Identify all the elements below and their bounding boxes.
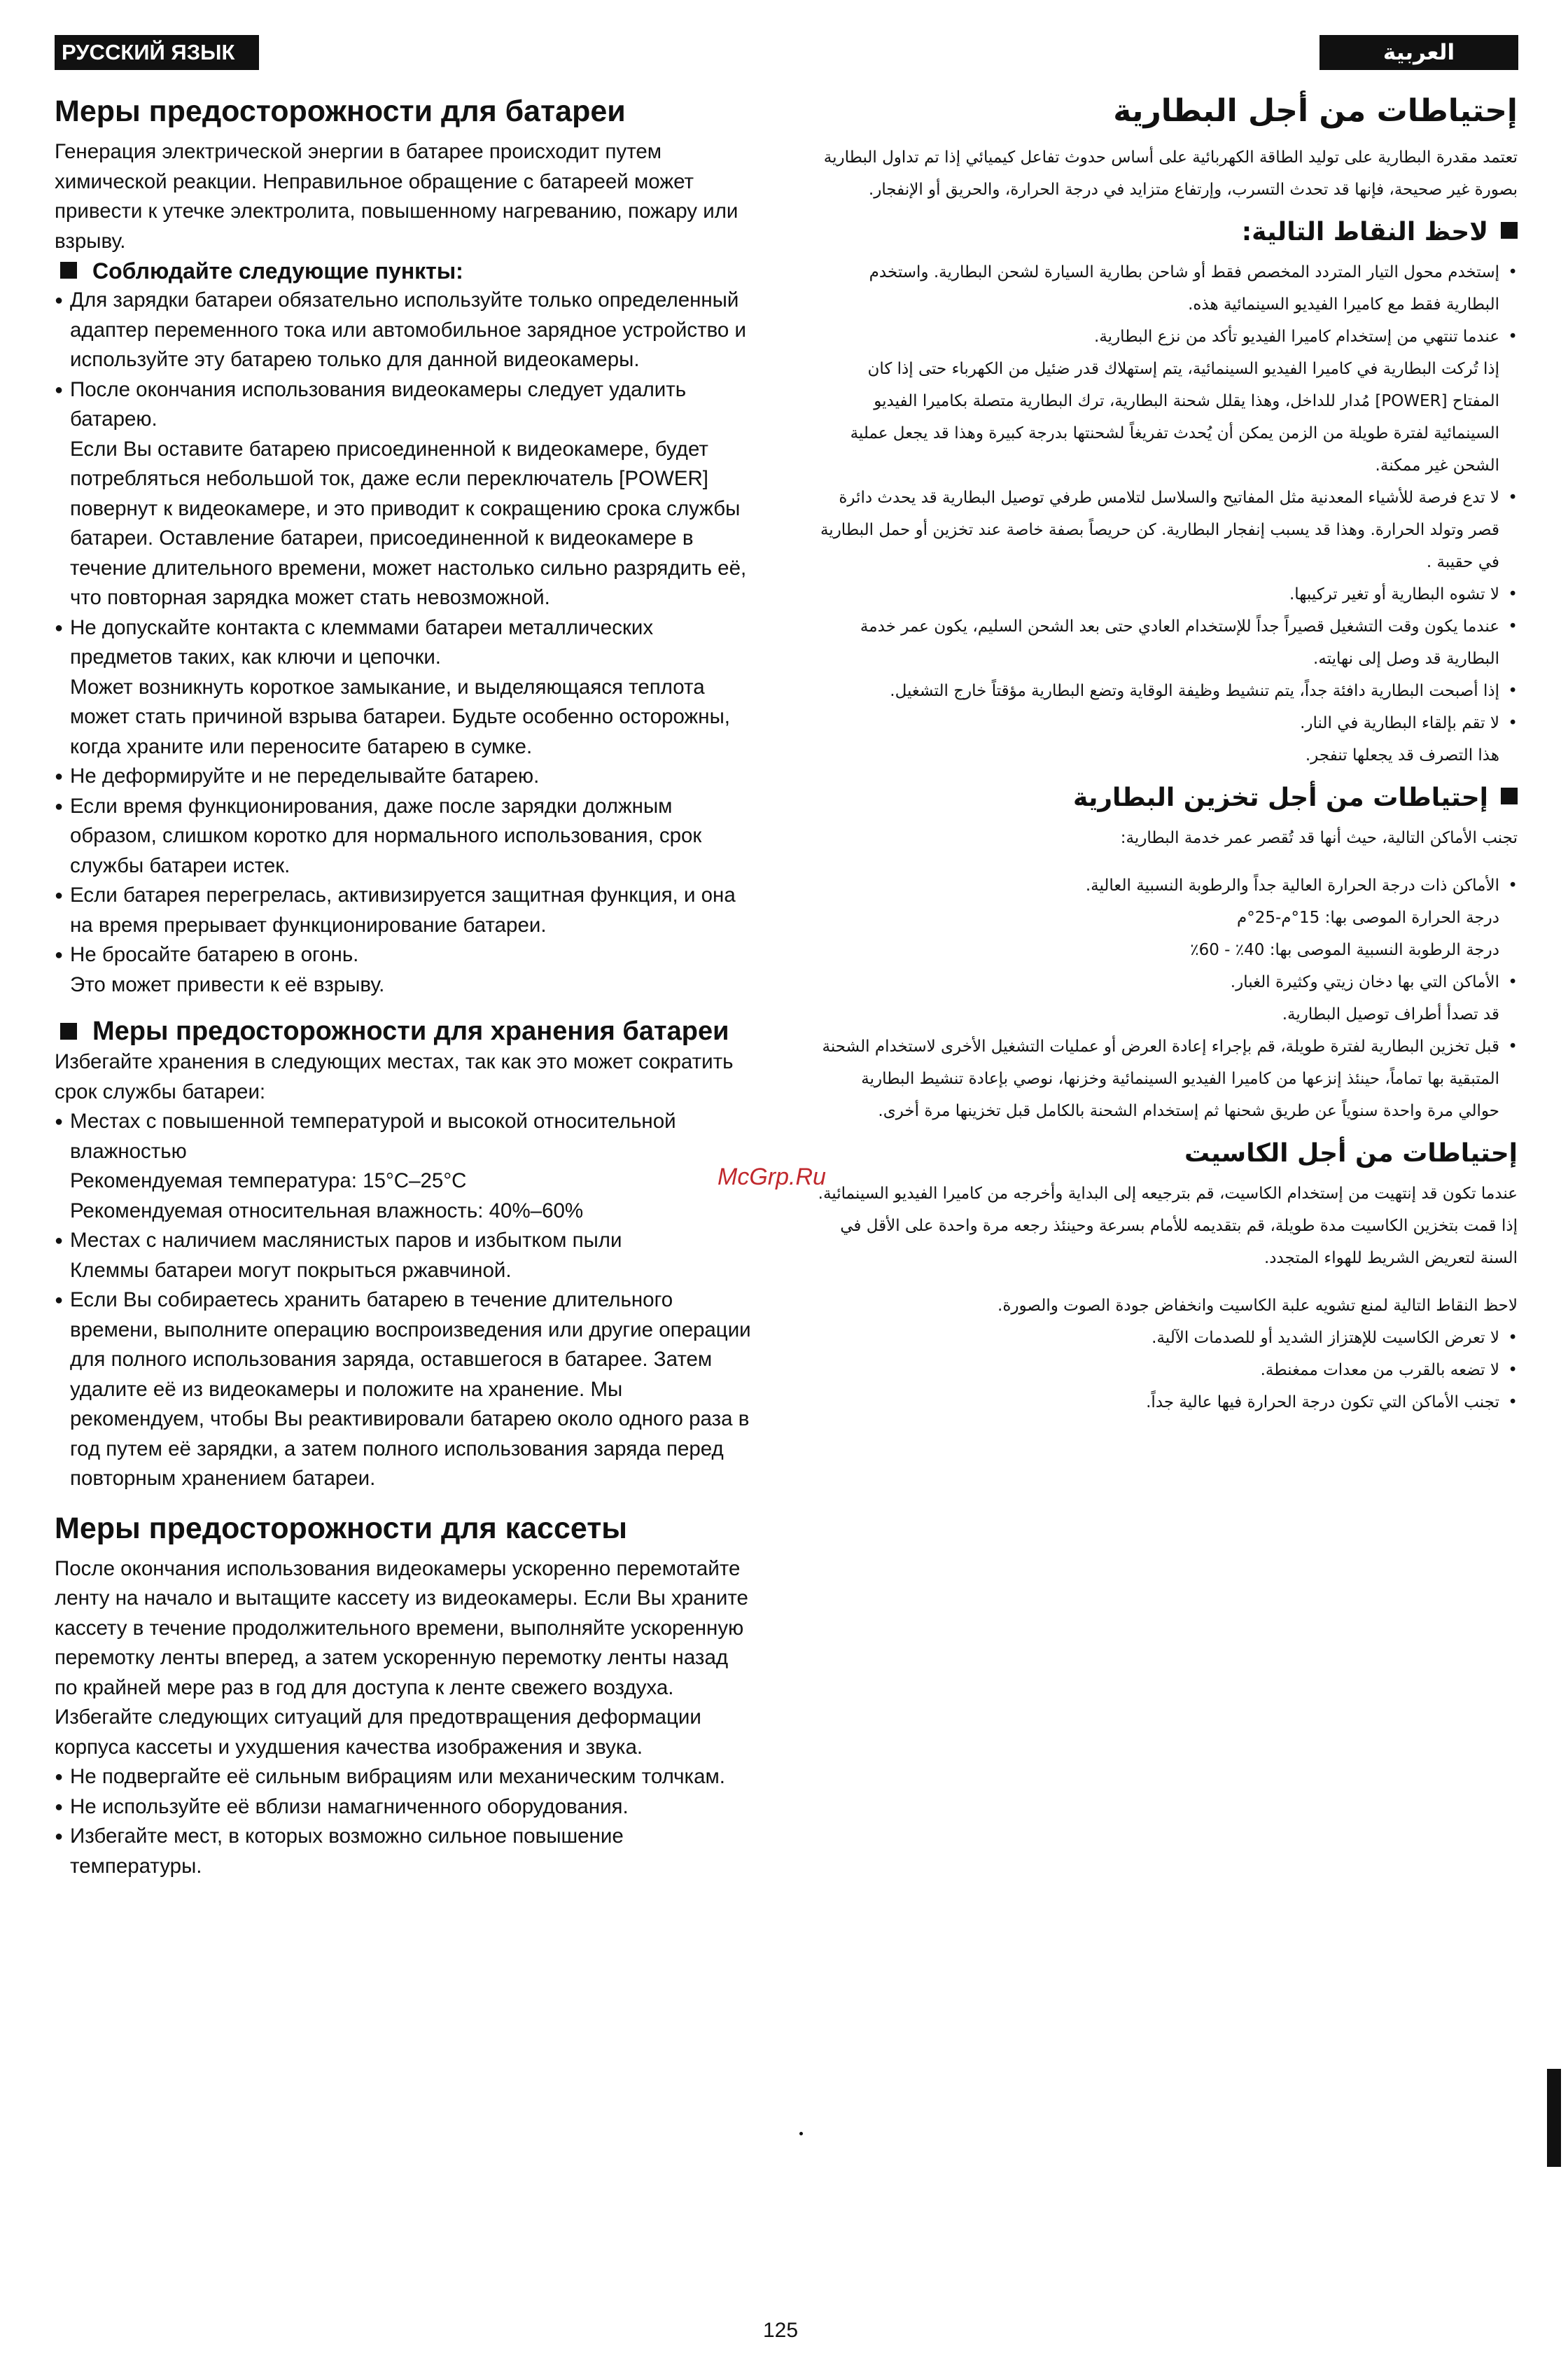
list-item: • الأماكن ذات درجة الحرارة العالية جداً والرطوبة النسبية العالية. درجة الحرارة الموصى بها: 15°م-25°م درجة الرطوبة النسبية الموصى بها: 40٪ - 60٪ xyxy=(818,870,1518,966)
page-edge-tab-marker xyxy=(1547,2069,1561,2167)
storage-list-ar xyxy=(818,870,1518,1127)
observe-points-heading: Соблюдайте следующие пункты: xyxy=(55,256,755,286)
list-item: ● Не подвергайте её сильным вибрациям или механическим толчкам. xyxy=(55,1762,755,1792)
page-number: 125 xyxy=(763,2319,799,2342)
list-item: • قبل تخزين البطارية لفترة طويلة، قم بإجراء إعادة العرض أو عمليات التشغيل الأخرى لاستخدام الشحنة المتبقية بها تماماً، حينئذ إنزعها من كاميرا الفيديو السينمائية وخزنها، نوصي بإعادة تنشيط البطارية حوالي مرة واحدة سنوياً عن طريق شحنها ثم إستخدام الشحنة بالكامل قبل تخزينها مرة أخرى. xyxy=(818,1031,1518,1127)
list-item: ● Для зарядки батареи обязательно используйте только определенный адаптер переменного тока или автомобильное зарядное устройство и используйте эту батарею только для данной видеокамеры. xyxy=(55,286,755,375)
list-item: ● Избегайте мест, в которых возможно сильное повышение температуры. xyxy=(55,1822,755,1881)
cassette-list-ar xyxy=(818,1322,1518,1418)
list-item: • إذا أصبحت البطارية دافئة جداً، يتم تنشيط وظيفة الوقاية وتضع البطارية مؤقتاً خارج التشغيل. xyxy=(818,675,1518,707)
list-item-detail: Если Вы оставите батарею присоединенной к видеокамере, будет потребляться небольшой ток, даже если переключатель [POWER] повернут к видеокамере, и это приводит к сокращению срока службы батареи. Оставление батареи, присоединенной к видеокамере в течение длительного времени, может настолько сильно разрядить её, что повторная зарядка может стать невозможной. xyxy=(70,437,747,609)
russian-column xyxy=(55,92,755,1881)
list-item: • لا تشوه البطارية أو تغير تركيبها. xyxy=(818,578,1518,611)
cassette-precautions-title-ar: إحتياطات من أجل الكاسيت xyxy=(1184,1139,1518,1168)
list-item: • تجنب الأماكن التي تكون درجة الحرارة فيها عالية جداً. xyxy=(818,1386,1518,1418)
list-item: ● После окончания использования видеокамеры следует удалить батарею. Если Вы оставите батарею присоединенной к видеокамере, будет потребляться небольшой ток, даже если переключатель [POWER] повернут к видеокамере, и это приводит к сокращению срока службы батареи. Оставление батареи, присоединенной к видеокамере в течение длительного времени, может настолько сильно разрядить её, что повторная зарядка может стать невозможной. xyxy=(55,375,755,613)
language-tab-arabic: العربية xyxy=(1320,35,1518,70)
list-item: ● Если Вы собираетесь хранить батарею в течение длительного времени, выполните операцию воспроизведения или другие операции для полного использования заряда, оставшегося в батарее. Затем удалите её из видеокамеры и положите на хранение. Мы рекомендуем, чтобы Вы реактивировали батарею около одного раза в год путем её зарядки, а затем полного использования заряда перед повторным хранением батареи. xyxy=(55,1285,755,1494)
cassette-list xyxy=(55,1762,755,1881)
storage-list xyxy=(55,1107,755,1494)
cassette-paragraph-ar: لاحظ النقاط التالية لمنع تشويه علبة الكاسيت وانخفاض جودة الصوت والصورة. xyxy=(997,1297,1518,1315)
battery-intro-ar: تعتمد مقدرة البطارية على توليد الطاقة الكهربائية على أساس حدوث تفاعل كيميائي إذا تم تداول البطارية بصورة غير صحيحة، فإنها قد تحدث التسرب، وإرتفاع متزايد في درجة الحرارة، والحريق أو الإنفجار. xyxy=(823,148,1518,199)
list-item: ● Не бросайте батарею в огонь. Это может привести к её взрыву. xyxy=(55,940,755,1000)
storage-intro: Избегайте хранения в следующих местах, так как это может сократить срок службы батареи: xyxy=(55,1050,734,1103)
list-item: ● Не используйте её вблизи намагниченного оборудования. xyxy=(55,1792,755,1822)
battery-points-list xyxy=(55,286,755,1000)
list-item: • إستخدم محول التيار المتردد المخصص فقط أو شاحن بطارية السيارة لشحن البطارية. واستخدم البطارية فقط مع كاميرا الفيديو السينمائية هذه. xyxy=(818,256,1518,321)
square-bullet-icon xyxy=(60,1023,77,1040)
cassette-paragraph-ar: عندما تكون قد إنتهيت من إستخدام الكاسيت، قم بترجيعه إلى البداية وأخرجه من كاميرا الفيديو السينمائية. إذا قمت بتخزين الكاسيت مدة طويلة، قم بتقديمه للأمام بسرعة وحينئذ رجعه مرة واحدة على الأقل في السنة لتعريض الشريط للهواء المتجدد. xyxy=(818,1185,1518,1267)
battery-precautions-title-ar: إحتياطات من أجل البطارية xyxy=(1113,93,1518,129)
battery-intro: Генерация электрической энергии в батарее происходит путем химической реакции. Неправильное обращение с батареей может привести к утечке электролита, повышенному нагреванию, пожару или взрыву. xyxy=(55,140,738,253)
list-item: ● Не допускайте контакта с клеммами батареи металлических предметов таких, как ключи и цепочки. Может возникнуть короткое замыкание, и выделяющаяся теплота может стать причиной взрыва батареи. Будьте особенно осторожны, когда храните или переносите батарею в сумке. xyxy=(55,613,755,762)
list-item-detail: Рекомендуемая относительная влажность: 40%–60% xyxy=(70,1199,584,1222)
cassette-paragraph: После окончания использования видеокамеры ускоренно перемотайте ленту на начало и вытащите кассету из видеокамеры. Если Вы храните кассету в течение продолжительного времени, выполняйте ускоренную перемотку ленты вперед, а затем ускоренную перемотку ленты назад по крайней мере раз в год для доступа к ленте свежего воздуха. xyxy=(55,1556,748,1699)
list-item-detail: هذا التصرف قد يجعلها تنفجر. xyxy=(1305,746,1499,765)
watermark: McGrp.Ru xyxy=(718,1164,826,1190)
list-item: • لا تدع فرصة للأشياء المعدنية مثل المفاتيح والسلاسل لتلامس طرفي توصيل البطارية قد يحدث دائرة قصر وتولد الحرارة. وهذا قد يسبب إنفجار البطارية. كن حريصاً بصفة خاصة عند تخزين أو حمل البطارية في حقيبة . xyxy=(818,482,1518,578)
cassette-precautions-title: Меры предосторожности для кассеты xyxy=(55,1511,628,1545)
storage-intro-ar: تجنب الأماكن التالية، حيث أنها قد تُقصر عمر خدمة البطارية: xyxy=(1120,829,1518,847)
square-bullet-icon xyxy=(1501,222,1518,239)
list-item: • لا تضعه بالقرب من معدات ممغنطة. xyxy=(818,1354,1518,1386)
list-item: ● Если время функционирования, даже после зарядки должным образом, слишком коротко для нормального использования, срок службы батареи истек. xyxy=(55,792,755,881)
list-item: • الأماكن التي بها دخان زيتي وكثيرة الغبار. قد تصدأ أطراف توصيل البطارية. xyxy=(818,966,1518,1031)
stray-dot xyxy=(799,2132,803,2135)
square-bullet-icon xyxy=(1501,788,1518,804)
list-item: ● Если батарея перегрелась, активизируется защитная функция, и она на время прерывает функционирование батареи. xyxy=(55,881,755,940)
list-item: ● Местах с наличием маслянистых паров и избытком пыли Клеммы батареи могут покрыться ржавчиной. xyxy=(55,1226,755,1285)
list-item-detail: قد تصدأ أطراف توصيل البطارية. xyxy=(1282,1005,1499,1024)
list-item-detail: Рекомендуемая температура: 15°C–25°C xyxy=(70,1169,467,1192)
square-bullet-icon xyxy=(60,262,77,279)
storage-precautions-heading-ar: إحتياطات من أجل تخزين البطارية xyxy=(818,779,1518,818)
observe-points-heading-ar: لاحظ النقاط التالية: xyxy=(818,213,1518,252)
cassette-paragraph: Избегайте следующих ситуаций для предотвращения деформации корпуса кассеты и ухудшения качества изображения и звука. xyxy=(55,1705,701,1759)
battery-points-list-ar xyxy=(818,256,1518,772)
list-item: • عندما يكون وقت التشغيل قصيراً جداً للإستخدام العادي حتى بعد الشحن السليم، يكون عمر خدمة البطارية قد وصل إلى نهايته. xyxy=(818,611,1518,675)
list-item: • عندما تنتهي من إستخدام كاميرا الفيديو تأكد من نزع البطارية. إذا تُركت البطارية في كاميرا الفيديو السينمائية، يتم إستهلاك قدر ضئيل من الكهرباء حتى إذا كان المفتاح [POWER] مُدار للداخل، وهذا يقلل شحنة البطارية، ترك البطارية متصلة بكاميرا الفيديو السينمائية لفترة طويلة من الزمن يمكن أن يُحدث تفريغاً لشحنتها بدرجة كبيرة وهذا قد يجعل عملية الشحن غير ممكنة. xyxy=(818,321,1518,482)
list-item-detail: إذا تُركت البطارية في كاميرا الفيديو السينمائية، يتم إستهلاك قدر ضئيل من الكهرباء حتى إذا كان المفتاح [POWER] مُدار للداخل، وهذا يقلل شحنة البطارية، ترك البطارية متصلة بكاميرا الفيديو السينمائية لفترة طويلة من الزمن يمكن أن يُحدث تفريغاً لشحنتها بدرجة كبيرة وهذا قد يجعل عملية الشحن غير ممكنة. xyxy=(850,360,1499,475)
list-item-detail: درجة الحرارة الموصى بها: 15°م-25°م xyxy=(1236,909,1499,927)
language-tab-russian: РУССКИЙ ЯЗЫК xyxy=(55,35,259,70)
list-item: ● Местах с повышенной температурой и высокой относительной влажностью Рекомендуемая температура: 15°C–25°C Рекомендуемая относительная влажность: 40%–60% xyxy=(55,1107,755,1226)
arabic-column xyxy=(818,90,1518,1418)
storage-precautions-heading: Меры предосторожности для хранения батареи xyxy=(55,1015,755,1047)
list-item: • لا تقم بإلقاء البطارية في النار. هذا التصرف قد يجعلها تنفجر. xyxy=(818,707,1518,772)
list-item-detail: Может возникнуть короткое замыкание, и выделяющаяся теплота может стать причиной взрыва батареи. Будьте особенно осторожны, когда храните или переносите батарею в сумке. xyxy=(70,675,730,758)
list-item-detail: درجة الرطوبة النسبية الموصى بها: 40٪ - 60٪ xyxy=(1190,941,1499,959)
battery-precautions-title: Меры предосторожности для батареи xyxy=(55,95,626,128)
list-item: • لا تعرض الكاسيت للإهتزاز الشديد أو للصدمات الآلية. xyxy=(818,1322,1518,1354)
list-item-detail: Клеммы батареи могут покрыться ржавчиной. xyxy=(70,1258,512,1282)
list-item: ● Не деформируйте и не переделывайте батарею. xyxy=(55,762,755,792)
list-item-detail: Это может привести к её взрыву. xyxy=(70,972,385,996)
